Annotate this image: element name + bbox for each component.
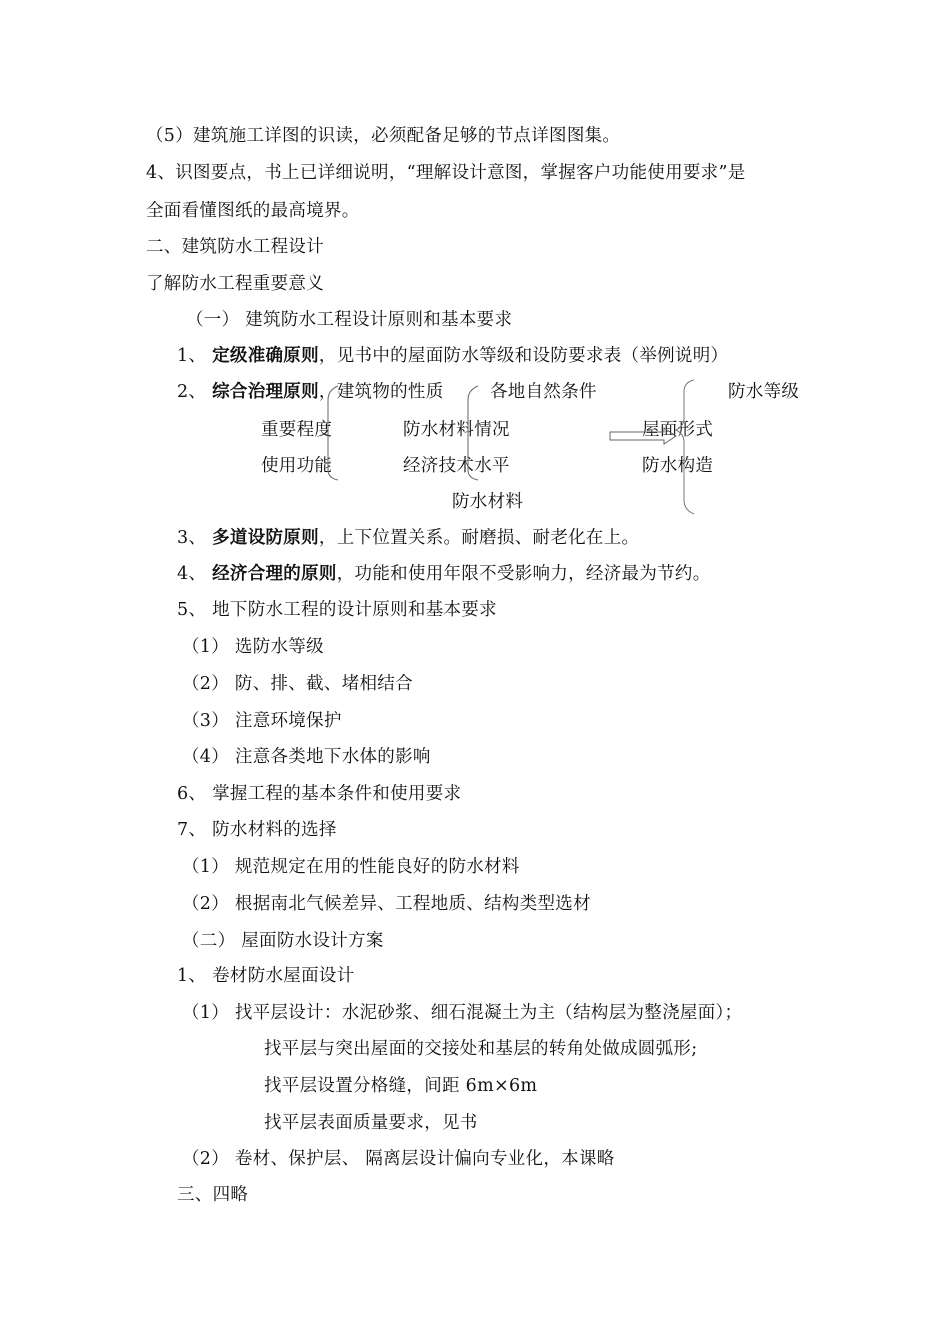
outcome-waterproof-structure: 防水构造: [642, 456, 714, 476]
factor-natural-conditions: 各地自然条件: [490, 382, 597, 402]
section-heading-omitted: 三、四略: [177, 1185, 249, 1205]
list-item-membrane-roof: 1、 卷材防水屋面设计: [177, 966, 355, 986]
list-item-sub: （2） 防、排、截、堵相结合: [182, 674, 413, 694]
factor-material-situation: 防水材料情况: [403, 420, 510, 440]
principle-title: 综合治理原则: [212, 382, 319, 402]
list-item-sub: （4） 注意各类地下水体的影响: [182, 747, 431, 767]
principle-title: 经济合理的原则: [212, 564, 337, 584]
list-item-underground: 5、 地下防水工程的设计原则和基本要求: [177, 600, 497, 620]
factor-economy-technology: 经济技术水平: [403, 456, 510, 476]
principle-number: 4、: [177, 564, 213, 584]
principle-grading: [177, 344, 728, 368]
list-item-material-selection: 7、 防水材料的选择: [177, 820, 337, 840]
list-item-conditions: 6、 掌握工程的基本条件和使用要求: [177, 784, 462, 804]
principle-text: ，上下位置关系。耐磨损、耐老化在上。: [318, 528, 640, 548]
factor-importance: 重要程度: [261, 420, 333, 440]
paragraph-reading-points-cont: 全面看懂图纸的最高境界。: [146, 201, 360, 221]
outcome-waterproof-grade: 防水等级: [728, 382, 800, 402]
principle-title: 多道设防原则: [212, 528, 319, 548]
paragraph-reading-points: 4、识图要点，书上已详细说明，“理解设计意图，掌握客户功能使用要求”是: [146, 163, 746, 183]
principle-number: 3、: [177, 528, 213, 548]
section-heading-waterproofing: 二、建筑防水工程设计: [146, 237, 324, 257]
principle-economy: [177, 562, 711, 586]
principle-number: 1、: [177, 346, 213, 366]
paragraph-importance: 了解防水工程重要意义: [146, 274, 324, 294]
list-item-detail: 找平层设置分格缝，间距 6m×6m: [264, 1076, 538, 1096]
list-item-sub: （2） 卷材、保护层、 隔离层设计偏向专业化，本课略: [182, 1149, 615, 1169]
principle-multiple-defense: [177, 526, 639, 550]
list-item-sub: （1） 选防水等级: [182, 637, 324, 657]
principle-number: 2、: [177, 382, 213, 402]
list-item-sub: （1） 找平层设计：水泥砂浆、细石混凝土为主（结构层为整浇屋面）；: [182, 1003, 743, 1023]
principle-text: ，建筑物的性质: [318, 382, 444, 402]
principle-text: ，见书中的屋面防水等级和设防要求表（举例说明）: [318, 346, 729, 366]
paragraph-detail-drawings: （5）建筑施工详图的识读，必须配备足够的节点详图图集。: [146, 126, 621, 146]
list-item-detail: 找平层表面质量要求，见书: [264, 1113, 478, 1133]
principle-comprehensive: [177, 380, 444, 404]
list-item-detail: 找平层与突出屋面的交接处和基层的转角处做成圆弧形;: [264, 1039, 698, 1059]
subsection-heading-principles: （一） 建筑防水工程设计原则和基本要求: [186, 310, 513, 330]
subsection-heading-roof: （二） 屋面防水设计方案: [182, 931, 384, 951]
factor-function: 使用功能: [261, 456, 333, 476]
principle-title: 定级准确原则: [212, 346, 319, 366]
list-item-sub: （2） 根据南北气候差异、工程地质、结构类型选材: [182, 894, 591, 914]
principle-text: ，功能和使用年限不受影响力，经济最为节约。: [336, 564, 711, 584]
brace-right: [676, 380, 694, 514]
outcome-roof-form: 屋面形式: [642, 420, 714, 440]
list-item-sub: （1） 规范规定在用的性能良好的防水材料: [182, 857, 520, 877]
factor-waterproof-material: 防水材料: [452, 492, 524, 512]
list-item-sub: （3） 注意环境保护: [182, 711, 342, 731]
